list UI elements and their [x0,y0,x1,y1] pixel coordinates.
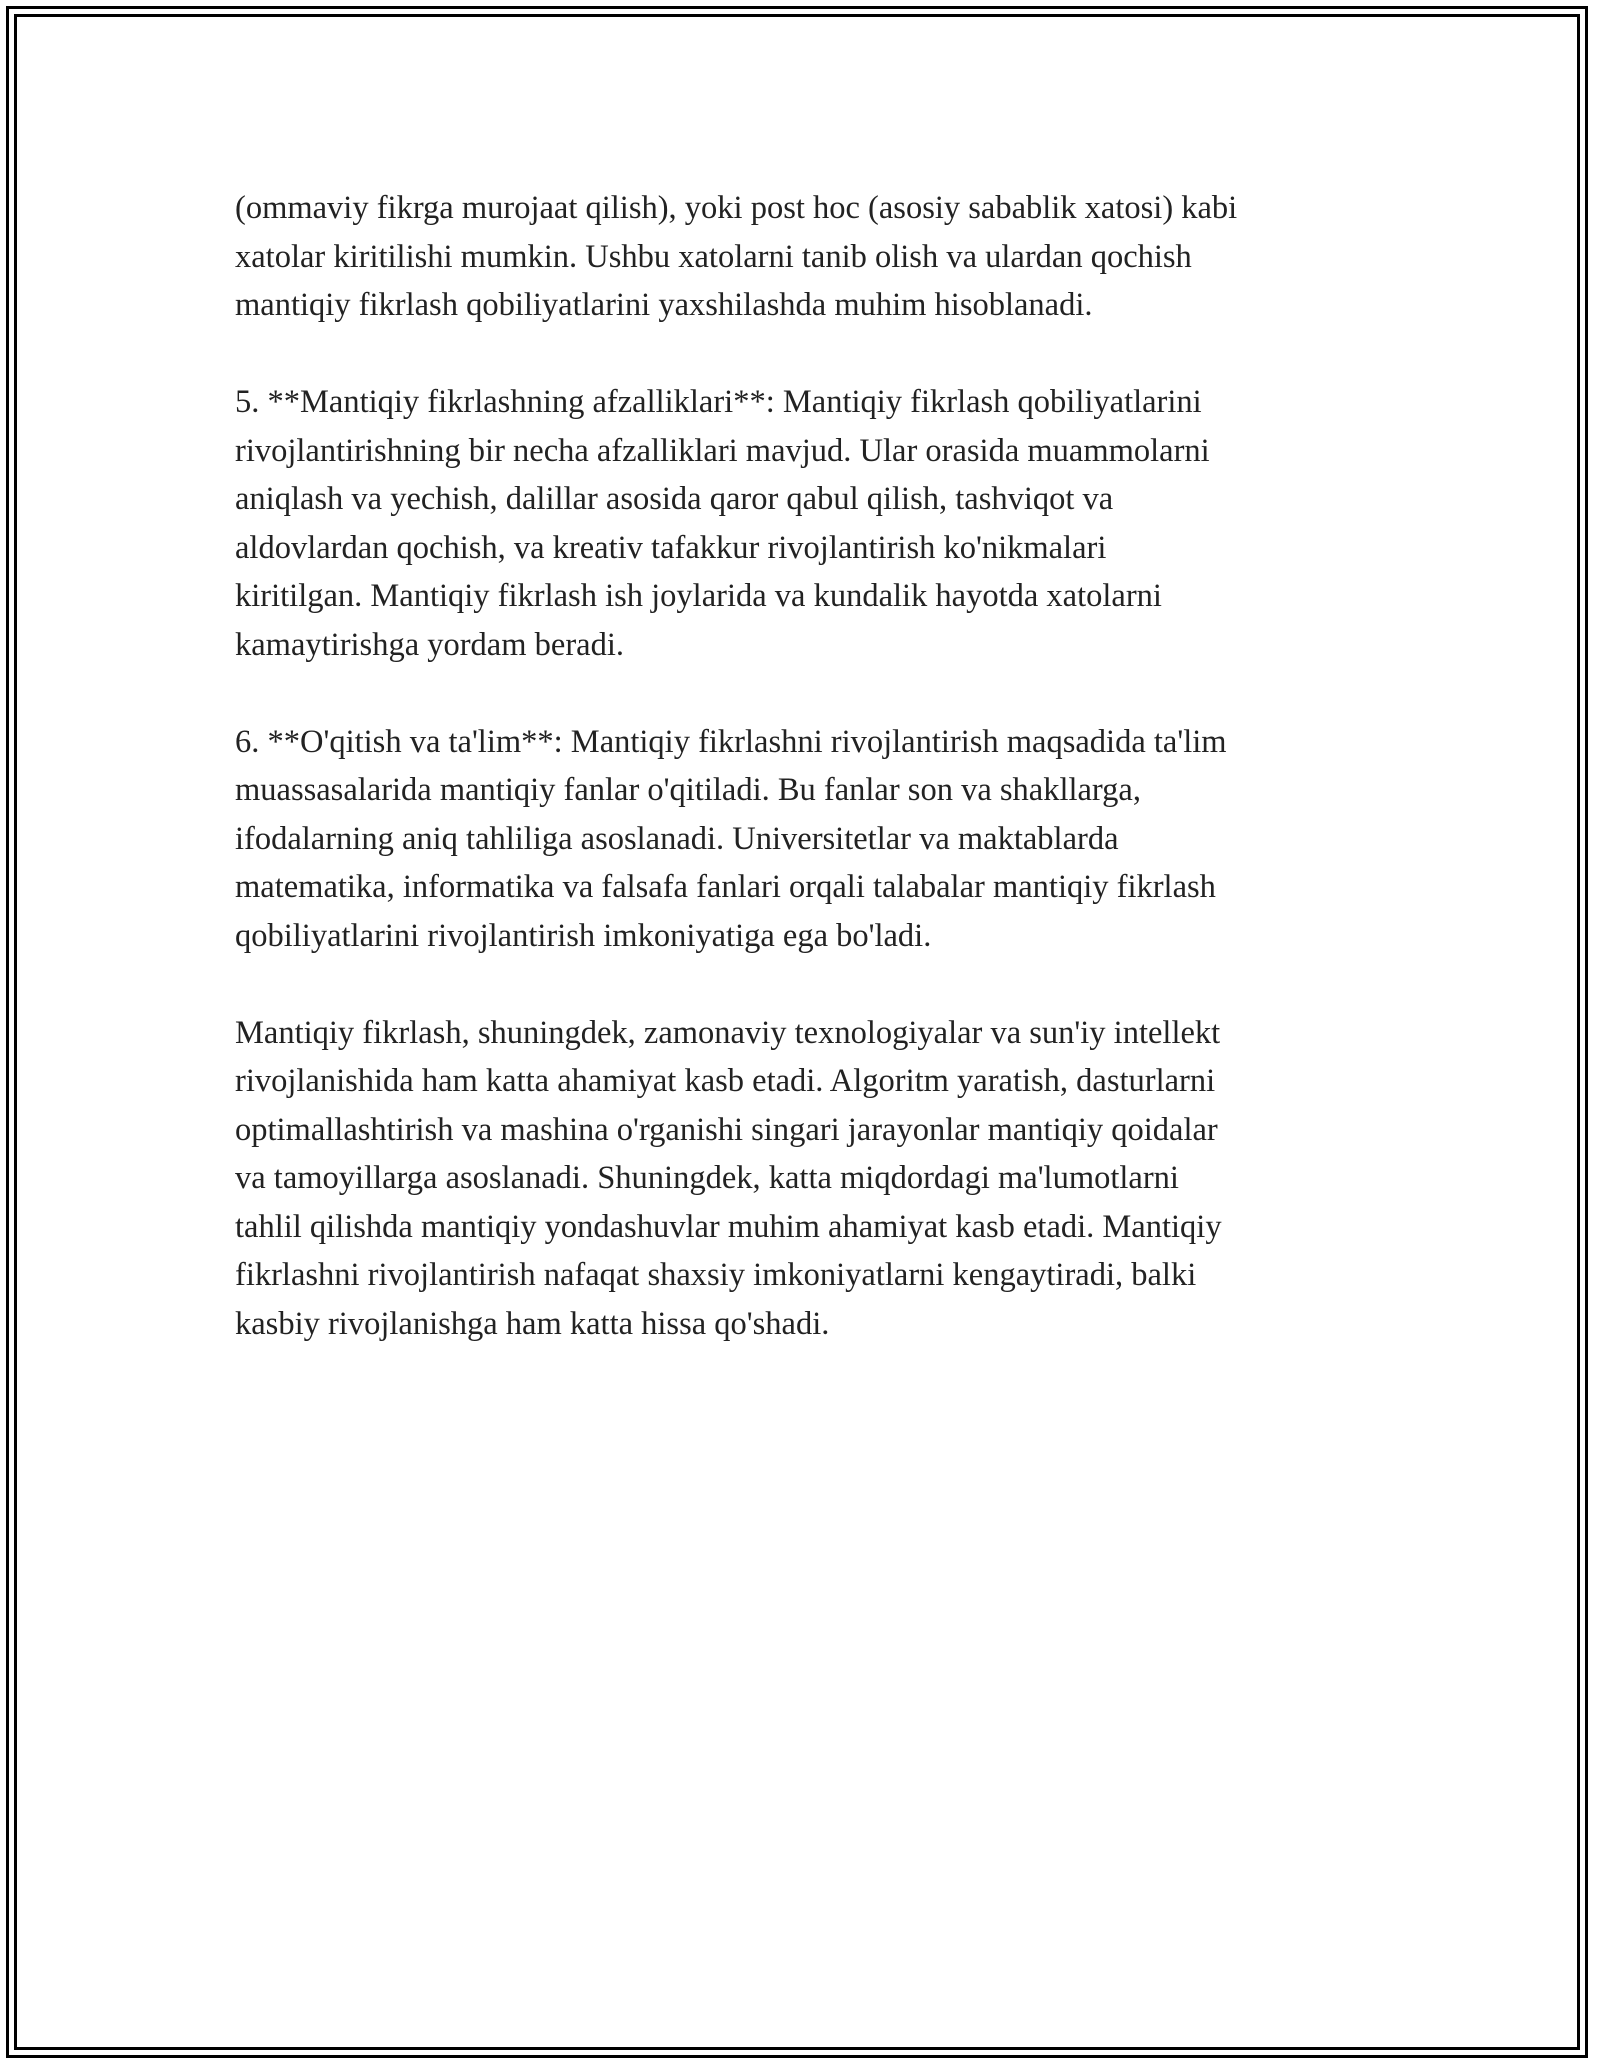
document-body [235,184,1395,1397]
text-line: muassasalarida mantiqiy fanlar o'qitiladi. Bu fanlar son va shakllarga, [235,772,1141,808]
paragraph-technology [235,1009,1395,1349]
text-line: Mantiqiy fikrlash, shuningdek, zamonaviy texnologiyalar va sun'iy intellekt [235,1014,1221,1051]
text-line: qobiliyatlarini rivojlantirish imkoniyatiga ega bo'ladi. [235,917,932,954]
text-line: tahlil qilishda mantiqiy yondashuvlar muhim ahamiyat kasb etadi. Mantiqiy [235,1208,1222,1245]
paragraph-benefits [235,378,1395,669]
paragraph-teaching [235,718,1395,961]
text-line: 5. **Mantiqiy fikrlashning afzalliklari**: Mantiqiy fikrlash qobiliyatlarini [235,384,1202,420]
text-line: kamaytirishga yordam beradi. [235,626,624,663]
paragraph-fallacies-continuation [235,184,1395,330]
text-line: xatolar kiritilishi mumkin. Ushbu xatolarni tanib olish va ulardan qochish [235,238,1192,275]
text-line: kiritilgan. Mantiqiy fikrlash ish joylarida va kundalik hayotda xatolarni [235,578,1162,614]
text-line: kasbiy rivojlanishga ham katta hissa qo'shadi. [235,1305,830,1342]
text-line: rivojlantirishning bir necha afzalliklari mavjud. Ular orasida muammolarni [235,432,1210,469]
text-line: optimallashtirish va mashina o'rganishi singari jarayonlar mantiqiy qoidalar [235,1111,1218,1148]
text-line: mantiqiy fikrlash qobiliyatlarini yaxshilashda muhim hisoblanadi. [235,287,1093,323]
text-line: fikrlashni rivojlantirish nafaqat shaxsiy imkoniyatlarni kengaytiradi, balki [235,1257,1197,1293]
text-line: ifodalarning aniq tahliliga asoslanadi. Universitetlar va maktablarda [235,820,1119,857]
text-line: matematika, informatika va falsafa fanlari orqali talabalar mantiqiy fikrlash [235,869,1216,905]
text-line: rivojlanishida ham katta ahamiyat kasb etadi. Algoritm yaratish, dasturlarni [235,1063,1216,1099]
text-line: va tamoyillarga asoslanadi. Shuningdek, katta miqdordagi ma'lumotlarni [235,1160,1179,1196]
text-line: aniqlash va yechish, dalillar asosida qaror qabul qilish, tashviqot va [235,481,1114,517]
text-line: (ommaviy fikrga murojaat qilish), yoki post hoc (asosiy sabablik xatosi) kabi [235,190,1238,226]
text-line: aldovlardan qochish, va kreativ tafakkur rivojlantirish ko'nikmalari [235,529,1107,566]
text-line: 6. **O'qitish va ta'lim**: Mantiqiy fikrlashni rivojlantirish maqsadida ta'lim [235,723,1227,760]
